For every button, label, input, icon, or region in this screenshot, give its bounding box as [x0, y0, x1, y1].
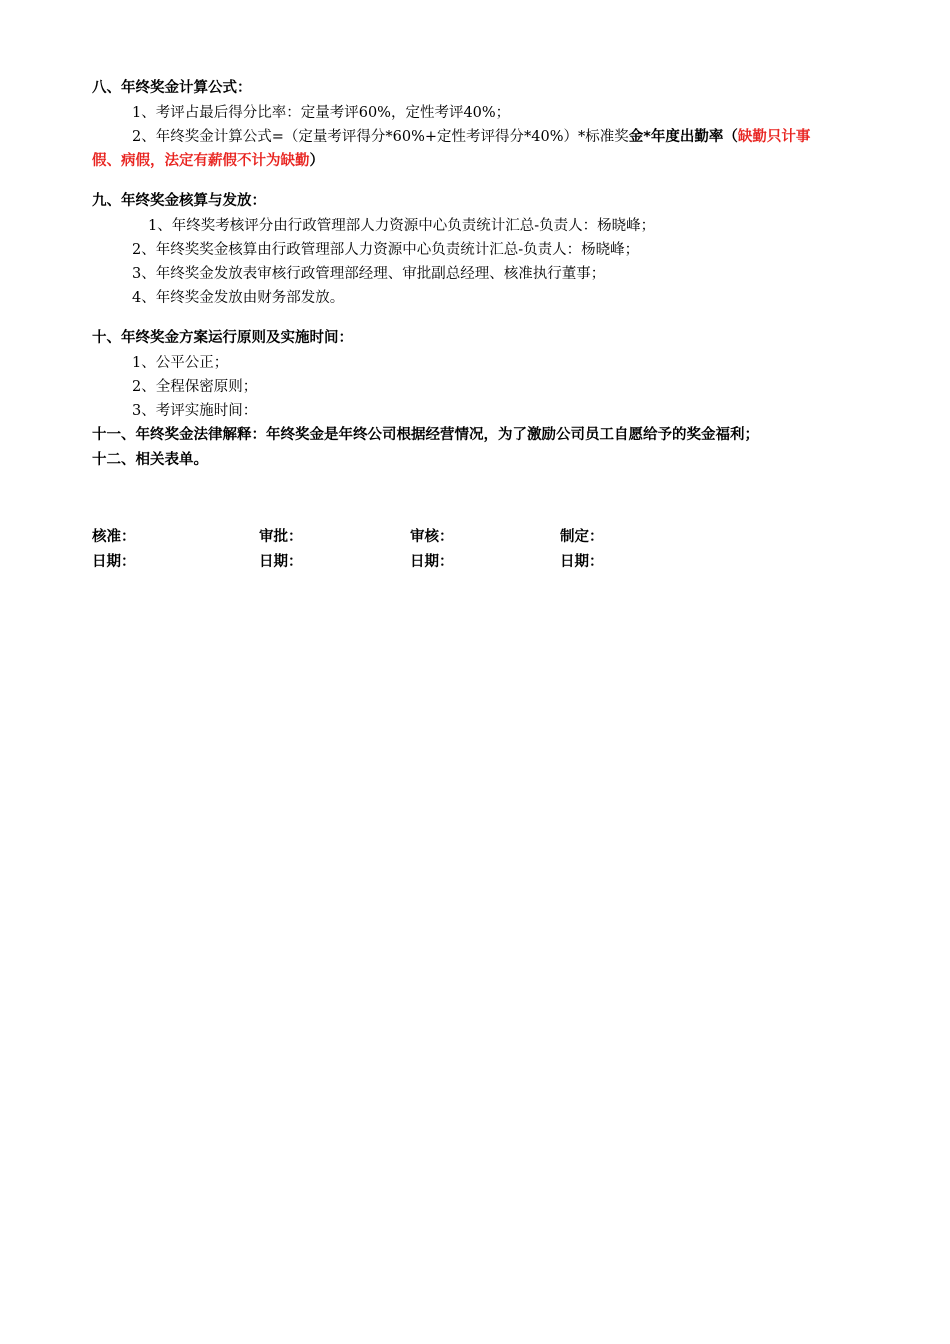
absence-note-line-2: 假、病假，法定有薪假不计为缺勤	[92, 153, 310, 169]
review-label: 审核：	[410, 529, 454, 545]
section-9-item-1: 1、年终奖考核评分由行政管理部人力资源中心负责统计汇总-负责人：杨晓峰；	[148, 218, 656, 234]
section-9-item-2: 2、年终奖奖金核算由行政管理部人力资源中心负责统计汇总-负责人：杨晓峰；	[132, 242, 640, 258]
section-10-item-3: 3、考评实施时间：	[132, 403, 258, 419]
section-8-item-2	[92, 125, 872, 149]
section-9-item-4: 4、年终奖金发放由财务部发放。	[132, 290, 345, 306]
signature-row	[92, 525, 792, 550]
section-9-title: 九、年终奖金核算与发放：	[92, 193, 266, 209]
date-label-4: 日期：	[560, 554, 604, 570]
date-label-2: 日期：	[259, 554, 303, 570]
formula-bold-text: 金*年度出勤率（	[628, 129, 738, 145]
section-12: 十二、相关表单。	[92, 452, 208, 468]
section-9-item-3: 3、年终奖金发放表审核行政管理部经理、审批副总经理、核准执行董事；	[132, 266, 606, 282]
section-8-title: 八、年终奖金计算公式：	[92, 80, 252, 96]
absence-note-line-1: 缺勤只计事	[737, 129, 811, 145]
signature-block	[92, 525, 792, 575]
formula-text: 2、年终奖金计算公式=（定量考评得分*60%+定性考评得分*40%）*标准奖	[132, 129, 629, 145]
date-row	[92, 550, 792, 575]
section-11: 十一、年终奖金法律解释：年终奖金是年终公司根据经营情况，为了激励公司员工自愿给予的奖金福利；	[92, 427, 759, 443]
section-10-item-1: 1、公平公正；	[132, 355, 229, 371]
sanction-label: 审批：	[259, 529, 303, 545]
document-body	[92, 76, 872, 473]
date-label-3: 日期：	[410, 554, 454, 570]
formula-close-paren: ）	[309, 153, 324, 169]
date-label-1: 日期：	[92, 554, 136, 570]
approve-label: 核准：	[92, 529, 136, 545]
section-8-item-1: 1、考评占最后得分比率：定量考评60%，定性考评40%；	[132, 105, 511, 121]
section-10-item-2: 2、全程保密原则；	[132, 379, 258, 395]
section-8-item-2-cont	[92, 149, 872, 173]
prepare-label: 制定：	[560, 529, 604, 545]
section-10-title: 十、年终奖金方案运行原则及实施时间：	[92, 330, 353, 346]
